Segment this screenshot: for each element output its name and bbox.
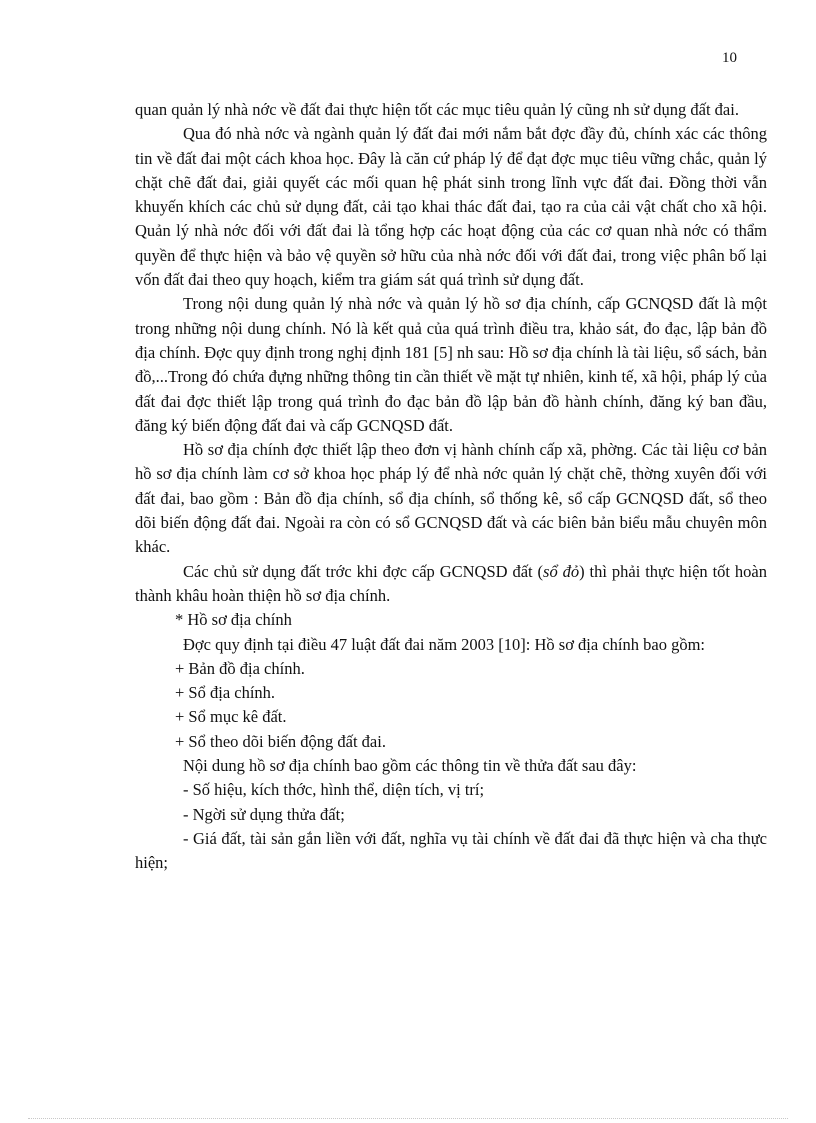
list-item: + Bản đồ địa chính. <box>175 658 305 678</box>
page-number: 10 <box>722 50 737 66</box>
paragraph-certificate <box>135 560 767 609</box>
paragraph-law-reference: Đợc quy định tại điều 47 luật đất đai năm 2003 [10]: Hồ sơ địa chính bao gồm: <box>183 634 705 654</box>
dash-item-land-price: - Giá đất, tài sản gắn liền với đất, nghĩa vụ tài chính về đất đai đã thực hiện và cha thực hiện; <box>135 828 767 873</box>
paragraph-cadastral-records: Trong nội dung quản lý nhà nớc và quản lý hồ sơ địa chính, cấp GCNQSD đất là một trong những nội dung chính. Nó là kết quả của quá trình điều tra, khảo sát, đo đạc, lập bản đồ địa chính. Đợc quy định trong nghị định 181 [5] nh sau: Hồ sơ địa chính là tài liệu, sổ sách, bản đồ,...Trong đó chứa đựng những thông tin cần thiết về mặt tự nhiên, kinh tế, xã hội, pháp lý của đất đai đợc thiết lập trong quá trình đo đạc bản đồ lập bản đồ hành chính, đăng ký ban đầu, đăng ký biến động đất đai và cấp GCNQSD đất. <box>135 294 767 435</box>
list-item: + Sổ mục kê đất. <box>175 707 287 727</box>
dash-item-land-user: - Ngời sử dụng thửa đất; <box>183 804 345 824</box>
paragraph-intro: quan quản lý nhà nớc về đất đai thực hiện tốt các mục tiêu quản lý cũng nh sử dụng đất đai. <box>135 100 739 119</box>
list-item: + Sổ theo dõi biến động đất đai. <box>175 731 386 751</box>
page-bottom-rule <box>28 1118 788 1119</box>
paragraph-certificate-text-2: ) thì phải thực hiện tốt hoàn thành khâu hoàn thiện hồ sơ địa chính. <box>135 561 767 605</box>
paragraph-record-setup: Hồ sơ địa chính đợc thiết lập theo đơn vị hành chính cấp xã, phờng. Các tài liệu cơ bản hồ sơ địa chính làm cơ sở khoa học pháp lý để nhà nớc quản lý chặt chẽ, thờng xuyên đối với đất đai, bao gồm : Bản đồ địa chính, sổ địa chính, sổ thống kê, sổ cấp GCNQSD đất, sổ theo dõi biến động đất đai. Ngoài ra còn có sổ GCNQSD đất và các biên bản biểu mẫu chuyên môn khác. <box>135 440 767 557</box>
document-body <box>135 98 767 876</box>
paragraph-certificate-text-1: Các chủ sử dụng đất trớc khi đợc cấp GCNQSD đất ( <box>183 561 544 581</box>
red-book-term: sổ đỏ <box>543 561 580 581</box>
section-heading-cadastral-records: * Hồ sơ địa chính <box>175 610 292 630</box>
dash-item-plot-identity: - Số hiệu, kích thớc, hình thể, diện tích, vị trí; <box>183 780 485 800</box>
paragraph-management-overview: Qua đó nhà nớc và ngành quản lý đất đai mới nắm bắt đợc đầy đủ, chính xác các thông tin về đất đai một cách khoa học. Đây là căn cứ pháp lý để đạt đợc mục tiêu vững chắc, quản lý chặt chẽ đất đai, giải quyết các mối quan hệ phát sinh trong lĩnh vực đất đai. Đồng thời vẫn khuyến khích các chủ sử dụng đất, cải tạo khai thác đất đai, tạo ra của cải vật chất cho xã hội. Quản lý nhà nớc đối với đất đai là tổng hợp các hoạt động của các cơ quan nhà nớc có thẩm quyền để thực hiện và bảo vệ quyền sở hữu của nhà nớc đối với đất đai, trong việc phân bố lại vốn đất đai theo quy hoạch, kiểm tra giám sát quá trình sử dụng đất. <box>135 124 767 290</box>
content-intro: Nội dung hồ sơ địa chính bao gồm các thông tin về thửa đất sau đây: <box>183 756 637 776</box>
list-item: + Sổ địa chính. <box>175 683 276 703</box>
